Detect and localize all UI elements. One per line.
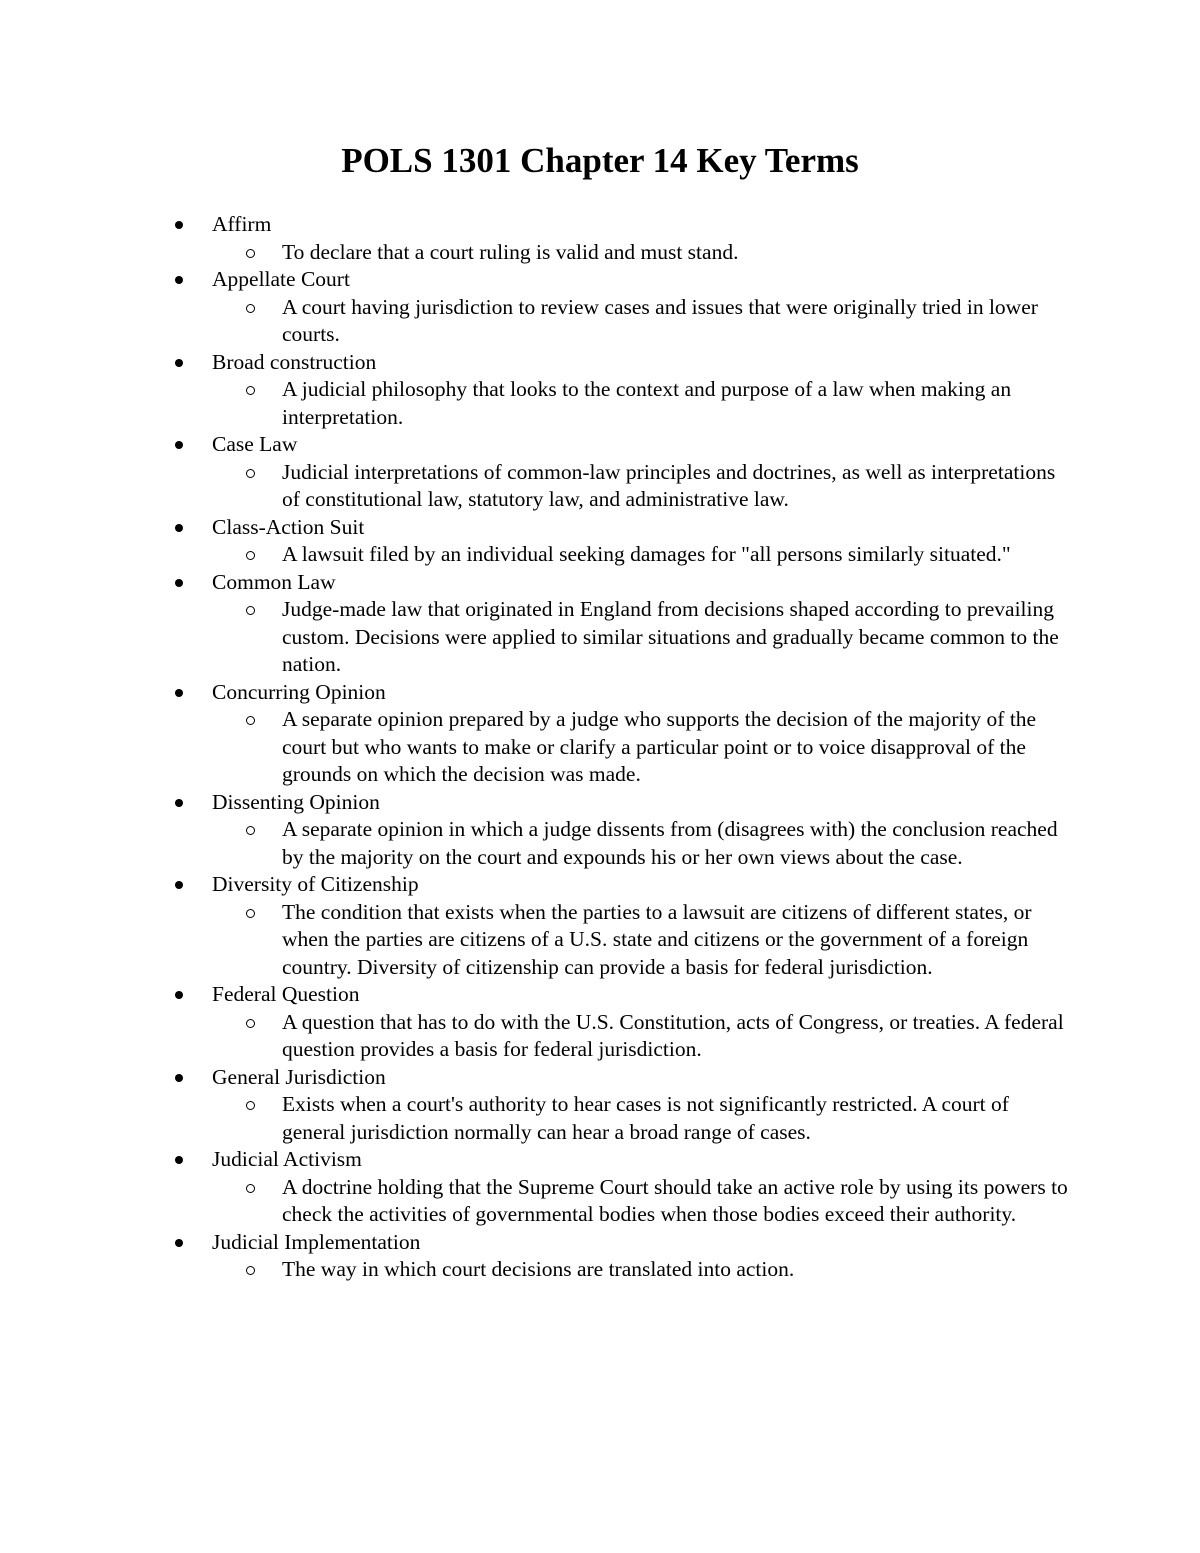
term-item (212, 871, 1072, 981)
circle-bullet-icon (246, 1184, 255, 1193)
term-label: Diversity of Citizenship (212, 872, 419, 896)
bullet-icon (175, 441, 183, 449)
term-label: Case Law (212, 432, 298, 456)
term-item (212, 1229, 1072, 1284)
definition-text: A doctrine holding that the Supreme Court should take an active role by using its powers to check the activities of governmental bodies when those bodies exceed their authority. (282, 1174, 1068, 1226)
key-terms-list (212, 211, 1072, 1284)
definition-item (282, 376, 1072, 431)
term-item (212, 1064, 1072, 1147)
definition-item (282, 816, 1072, 871)
circle-bullet-icon (246, 1266, 255, 1275)
circle-bullet-icon (246, 606, 255, 615)
definition-item (282, 294, 1072, 349)
bullet-icon (175, 799, 183, 807)
definition-text: A question that has to do with the U.S. Constitution, acts of Congress, or treaties. A federal question provides a basis for federal jurisdiction. (282, 1009, 1064, 1061)
circle-bullet-icon (246, 249, 255, 258)
term-label: General Jurisdiction (212, 1064, 386, 1089)
term-item (212, 431, 1072, 514)
term-item (212, 789, 1072, 872)
definition-text: Exists when a court's authority to hear cases is not significantly restricted. A court of general jurisdiction normally can hear a broad range of cases. (282, 1092, 1009, 1144)
bullet-icon (175, 1074, 183, 1082)
term-item (212, 211, 1072, 266)
definition-text: A judicial philosophy that looks to the context and purpose of a law when making an interpretation. (282, 377, 1012, 429)
bullet-icon (175, 689, 183, 697)
definition-item (282, 1174, 1072, 1229)
bullet-icon (175, 1239, 183, 1247)
bullet-icon (175, 221, 183, 229)
term-label: Class-Action Suit (212, 514, 365, 539)
bullet-icon (175, 359, 183, 367)
term-label: Concurring Opinion (212, 679, 386, 704)
circle-bullet-icon (246, 304, 255, 313)
definition-text: A court having jurisdiction to review cases and issues that were originally tried in lower courts. (282, 294, 1038, 346)
bullet-icon (175, 524, 183, 532)
term-label: Dissenting Opinion (212, 789, 380, 814)
definition-item (282, 1256, 1072, 1284)
definition-item (282, 239, 1072, 267)
term-label: Appellate Court (212, 267, 350, 291)
definition-text: A separate opinion prepared by a judge who supports the decision of the majority of the court but who wants to make or clarify a particular point or to voice disapproval of the grounds on which the decision was made. (282, 707, 1037, 786)
page-title: POLS 1301 Chapter 14 Key Terms (341, 141, 859, 180)
term-item (212, 981, 1072, 1064)
definition-text: Judge-made law that originated in England from decisions shaped according to prevailing custom. Decisions were applied to similar situations and gradually became common to the nation. (282, 597, 1059, 676)
circle-bullet-icon (246, 909, 255, 918)
definition-item (282, 541, 1072, 569)
bullet-icon (175, 276, 183, 284)
definition-item (282, 459, 1072, 514)
circle-bullet-icon (246, 1101, 255, 1110)
bullet-icon (175, 579, 183, 587)
term-item (212, 266, 1072, 349)
term-item (212, 679, 1072, 789)
term-label: Judicial Activism (212, 1147, 362, 1171)
term-label: Judicial Implementation (212, 1229, 421, 1254)
definition-text: A lawsuit filed by an individual seeking damages for "all persons similarly situated." (282, 542, 1011, 566)
bullet-icon (175, 1156, 183, 1164)
circle-bullet-icon (246, 716, 255, 725)
definition-text: A separate opinion in which a judge dissents from (disagrees with) the conclusion reached by the majority on the court and expounds his or her own views about the case. (282, 817, 1058, 869)
term-label: Broad construction (212, 349, 377, 374)
definition-item (282, 596, 1072, 679)
circle-bullet-icon (246, 826, 255, 835)
definition-text: To declare that a court ruling is valid and must stand. (282, 239, 739, 264)
term-label: Federal Question (212, 982, 360, 1006)
circle-bullet-icon (246, 469, 255, 478)
definition-item (282, 1009, 1072, 1064)
term-item (212, 514, 1072, 569)
term-item (212, 1146, 1072, 1229)
circle-bullet-icon (246, 551, 255, 560)
definition-text: The condition that exists when the parties to a lawsuit are citizens of different states, or when the parties are citizens of a U.S. state and citizens or the government of a foreign country. Diversity of citizenship can provide a basis for federal jurisdiction. (282, 899, 1032, 979)
term-label: Affirm (212, 212, 272, 236)
term-item (212, 569, 1072, 679)
bullet-icon (175, 991, 183, 999)
definition-item (282, 706, 1072, 789)
definition-item (282, 899, 1072, 982)
definition-item (282, 1091, 1072, 1146)
term-item (212, 349, 1072, 432)
definition-text: Judicial interpretations of common-law principles and doctrines, as well as interpretations of constitutional law, statutory law, and administrative law. (282, 459, 1056, 511)
definition-text: The way in which court decisions are translated into action. (282, 1257, 795, 1281)
term-label: Common Law (212, 569, 336, 594)
bullet-icon (175, 881, 183, 889)
circle-bullet-icon (246, 1019, 255, 1028)
circle-bullet-icon (246, 386, 255, 395)
